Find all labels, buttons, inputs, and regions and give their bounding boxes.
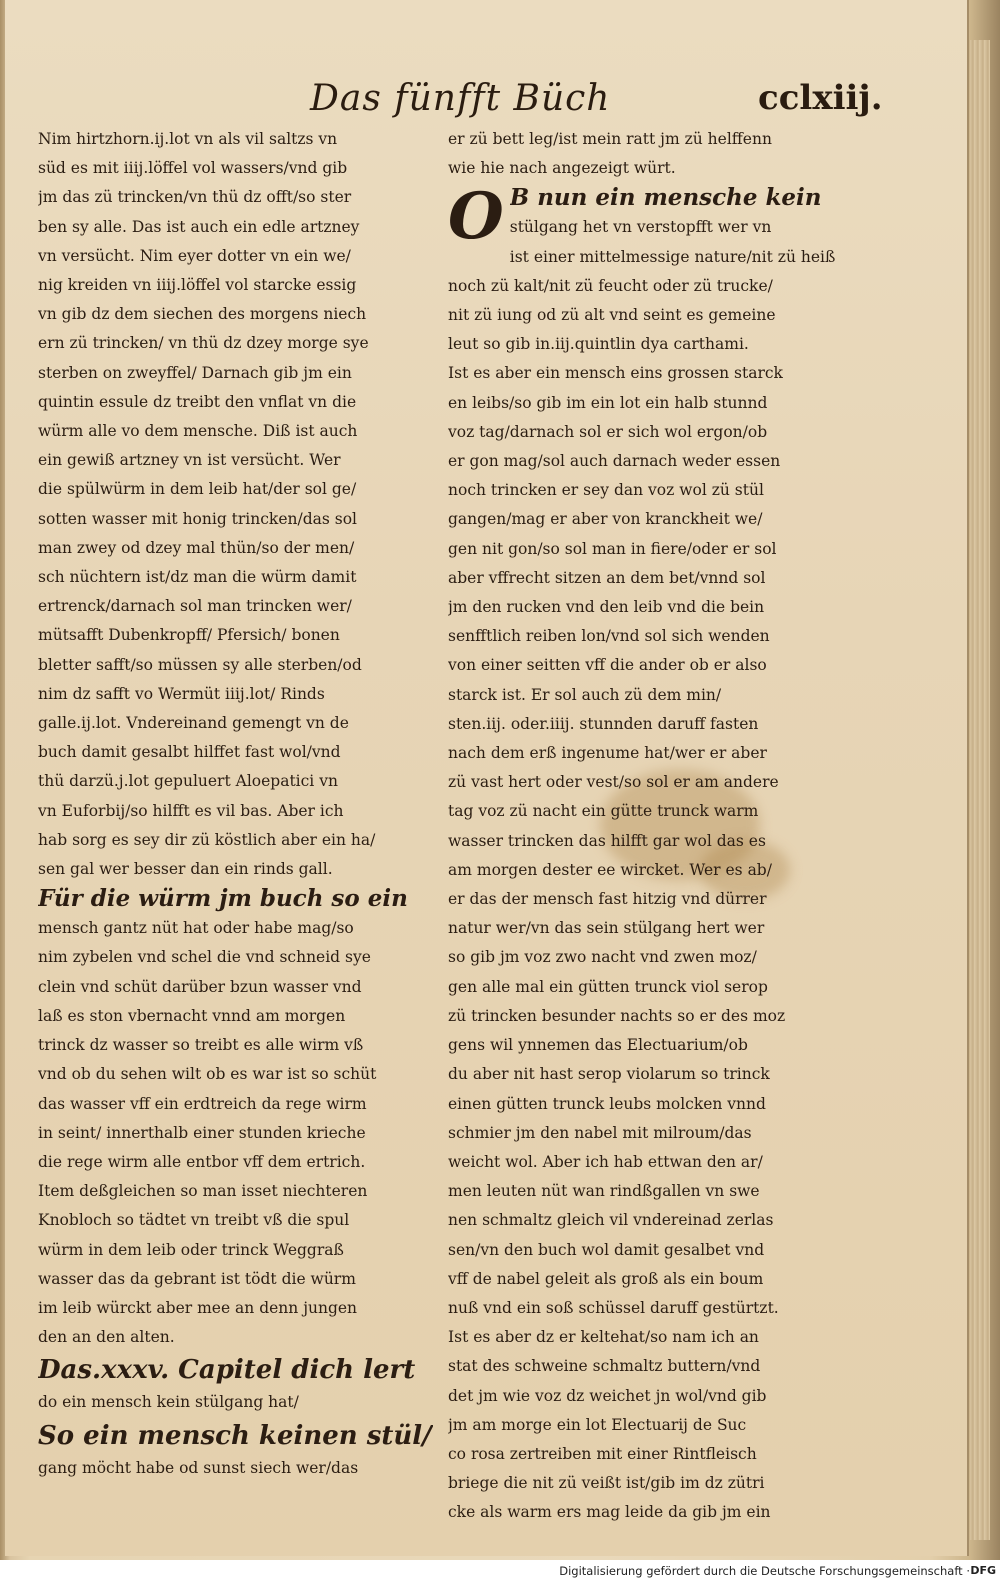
text-line: das wasser vff ein erdtreich da rege wirm (38, 1094, 367, 1113)
text-line: voz tag/darnach sol er sich wol ergon/ob (448, 422, 768, 441)
text-line: noch trincken er sey dan voz wol zü stül (448, 481, 764, 500)
text-line: die spülwürm in dem leib hat/der sol ge/ (38, 480, 357, 499)
text-line: buch damit gesalbt hilffet fast wol/vnd (38, 743, 341, 762)
page-edges (970, 40, 990, 1540)
chapter-opening: So ein mensch keinen stül/ (38, 1420, 432, 1451)
text-line: nim dz safft vo Wermüt iiij.lot/ Rinds (38, 684, 325, 703)
left-column (38, 125, 433, 1483)
chapter-heading: Das.xxxv. Capitel dich lert (38, 1355, 416, 1386)
text-line: wie hie nach angezeigt würt. (448, 159, 676, 178)
text-line: sotten wasser mit honig trincken/das sol (38, 509, 357, 528)
text-line: sterben on zweyffel/ Darnach gib jm ein (38, 363, 352, 382)
text-line: jm das zü trincken/vn thü dz offt/so ster (38, 188, 352, 207)
text-line: thü darzü.j.lot gepuluert Aloepatici vn (38, 772, 338, 791)
text-line: er das der mensch fast hitzig vnd dürrer (448, 890, 767, 909)
text-line: leut so gib in.iij.quintlin dya carthami. (448, 335, 749, 354)
text-line: ertrenck/darnach sol man trincken wer/ (38, 597, 352, 616)
text-line: am morgen dester ee wircket. Wer es ab/ (448, 860, 772, 879)
text-line: man zwey od dzey mal thün/so der men/ (38, 538, 355, 557)
text-line: von einer seitten vff die ander ob er also (448, 656, 767, 675)
text-line: briege die nit zü veißt ist/gib im dz zütri (448, 1474, 765, 1493)
text-line: laß es ston vbernacht vnnd am morgen (38, 1006, 346, 1025)
text-line: vff de nabel geleit als groß als ein boum (448, 1269, 764, 1288)
text-line: du aber nit hast serop violarum so trinck (448, 1065, 770, 1084)
text-line: die rege wirm alle entbor vff dem ertrich. (38, 1152, 366, 1171)
text-line: im leib würckt aber mee an denn jungen (38, 1298, 358, 1317)
text-line: nen schmaltz gleich vil vndereinad zerlas (448, 1211, 774, 1230)
text-line: Ist es aber ein mensch eins grossen starck (448, 364, 783, 383)
text-line: trinck dz wasser so treibt es alle wirm vß (38, 1036, 364, 1055)
text-line: noch zü kalt/nit zü feucht oder zü trucke/ (448, 276, 773, 295)
text-line: so gib jm voz zwo nacht vnd zwen moz/ (448, 948, 757, 967)
text-line: vn versücht. Nim eyer dotter vn ein we/ (38, 246, 351, 265)
text-line: Knobloch so tädtet vn treibt vß die spul (38, 1211, 350, 1230)
text-line: nim zybelen vnd schel die vnd schneid sye (38, 948, 371, 967)
text-line: zü trincken besunder nachts so er des moz (448, 1006, 786, 1025)
text-line: in seint/ innerthalb einer stunden krieche (38, 1123, 366, 1142)
text-line: nach dem erß ingenume hat/wer er aber (448, 744, 767, 763)
text-line: er zü bett leg/ist mein ratt jm zü helffenn (448, 130, 772, 148)
text-line: det jm wie voz dz weichet jn wol/vnd gib (448, 1386, 767, 1405)
text-line: er gon mag/sol auch darnach weder essen (448, 452, 781, 471)
text-line: vn gib dz dem siechen des morgens niech (38, 305, 367, 324)
footer-text: Digitalisierung gefördert durch die Deutsche Forschungsgemeinschaft · (559, 1564, 970, 1578)
text-line: gang möcht habe od sunst siech wer/das (38, 1458, 359, 1477)
text-line: starck ist. Er sol auch zü dem min/ (448, 685, 722, 704)
running-title: Das fünfft Büch (310, 78, 611, 119)
text-line: nig kreiden vn iiij.löffel vol starcke essig (38, 276, 357, 295)
text-line: co rosa zertreiben mit einer Rintfleisch (448, 1444, 757, 1463)
text-line: einen gütten trunck leubs molcken vnnd (448, 1094, 766, 1113)
text-line: stülgang het vn verstopfft wer vn (509, 218, 772, 237)
text-line: Ist es aber dz er keltehat/so nam ich an (448, 1328, 759, 1347)
text-line: vn Euforbij/so hilfft es vil bas. Aber ich (38, 801, 344, 820)
text-line: gens wil ynnemen das Electuarium/ob (448, 1036, 748, 1055)
drop-capital: O (448, 179, 504, 255)
text-line: mensch gantz nüt hat oder habe mag/so (38, 919, 354, 938)
text-line: stat des schweine schmaltz buttern/vnd (448, 1357, 761, 1376)
text-line: nit zü iung od zü alt vnd seint es gemeine (448, 306, 776, 325)
section-heading: Für die würm jm buch so ein (38, 885, 408, 913)
text-line: sten.iij. oder.iiij. stunnden daruff fasten (448, 714, 759, 733)
dfg-logo: DFG (970, 1564, 996, 1577)
text-line: gen nit gon/so sol man in fiere/oder er sol (448, 539, 777, 558)
text-line: sch nüchtern ist/dz man die würm damit (38, 568, 357, 587)
text-line: Item deßgleichen so man isset niechteren (38, 1182, 368, 1201)
chapter-subheading: do ein mensch kein stülgang hat/ (38, 1393, 299, 1412)
text-line: en leibs/so gib im ein lot ein halb stunnd (448, 393, 768, 412)
text-line: gangen/mag er aber von kranckheit we/ (448, 510, 763, 529)
text-line: ern zü trincken/ vn thü dz dzey morge sye (38, 334, 369, 353)
text-line: sen/vn den buch wol damit gesalbet vnd (448, 1240, 765, 1259)
text-line: süd es mit iiij.löffel vol wassers/vnd gib (38, 159, 348, 178)
text-line: aber vffrecht sitzen an dem bet/vnnd sol (448, 568, 766, 587)
text-line: hab sorg es sey dir zü köstlich aber ein ha/ (38, 830, 376, 849)
text-line: würm alle vo dem mensche. Diß ist auch (38, 422, 358, 441)
text-line: würm in dem leib oder trinck Weggraß (38, 1240, 344, 1259)
text-line: ben sy alle. Das ist auch ein edle artzney (38, 217, 360, 236)
text-line: jm den rucken vnd den leib vnd die bein (448, 598, 765, 617)
text-line: jm am morge ein lot Electuarij de Suc (448, 1415, 747, 1434)
text-line: weicht wol. Aber ich hab ettwan den ar/ (448, 1152, 763, 1171)
text-line: schmier jm den nabel mit milroum/das (448, 1123, 752, 1142)
text-line: gen alle mal ein gütten trunck viol serop (448, 977, 768, 996)
folio-number: cclxiij. (758, 78, 883, 118)
text-line: Nim hirtzhorn.ij.lot vn als vil saltzs vn (38, 130, 338, 148)
footer-credit (0, 1562, 1000, 1580)
text-line: senfftlich reiben lon/vnd sol sich wenden (448, 627, 770, 646)
text-line: tag voz zü nacht ein gütte trunck warm (448, 802, 759, 821)
text-line: ist einer mittelmessige nature/nit zü heiß (509, 247, 836, 266)
right-column (448, 125, 850, 1528)
text-line: quintin essule dz treibt den vnflat vn die (38, 392, 357, 411)
text-line: wasser trincken das hilfft gar wol das es (448, 831, 766, 850)
text-line: wasser das da gebrant ist tödt die würm (38, 1269, 356, 1288)
text-line: vnd ob du sehen wilt ob es war ist so schüt (38, 1065, 377, 1084)
text-line: cke als warm ers mag leide da gib jm ein (448, 1503, 771, 1522)
text-line: men leuten nüt wan rindßgallen vn swe (448, 1182, 760, 1201)
text-line: clein vnd schüt darüber bzun wasser vnd (38, 977, 362, 996)
text-line: nuß vnd ein soß schüssel daruff gestürtzt. (448, 1298, 779, 1317)
text-line: zü vast hert oder vest/so sol er am andere (448, 773, 779, 792)
text-line: galle.ij.lot. Vndereinand gemengt vn de (38, 714, 349, 733)
text-line: mütsafft Dubenkropff/ Pfersich/ bonen (38, 626, 340, 645)
text-line: sen gal wer besser dan ein rinds gall. (38, 860, 333, 879)
text-line: natur wer/vn das sein stülgang hert wer (448, 919, 765, 938)
text-line: ein gewiß artzney vn ist versücht. Wer (38, 451, 341, 470)
text-line: den an den alten. (38, 1328, 175, 1347)
text-line: B nun ein mensche kein (509, 184, 822, 212)
text-line: bletter safft/so müssen sy alle sterben/od (38, 655, 362, 674)
